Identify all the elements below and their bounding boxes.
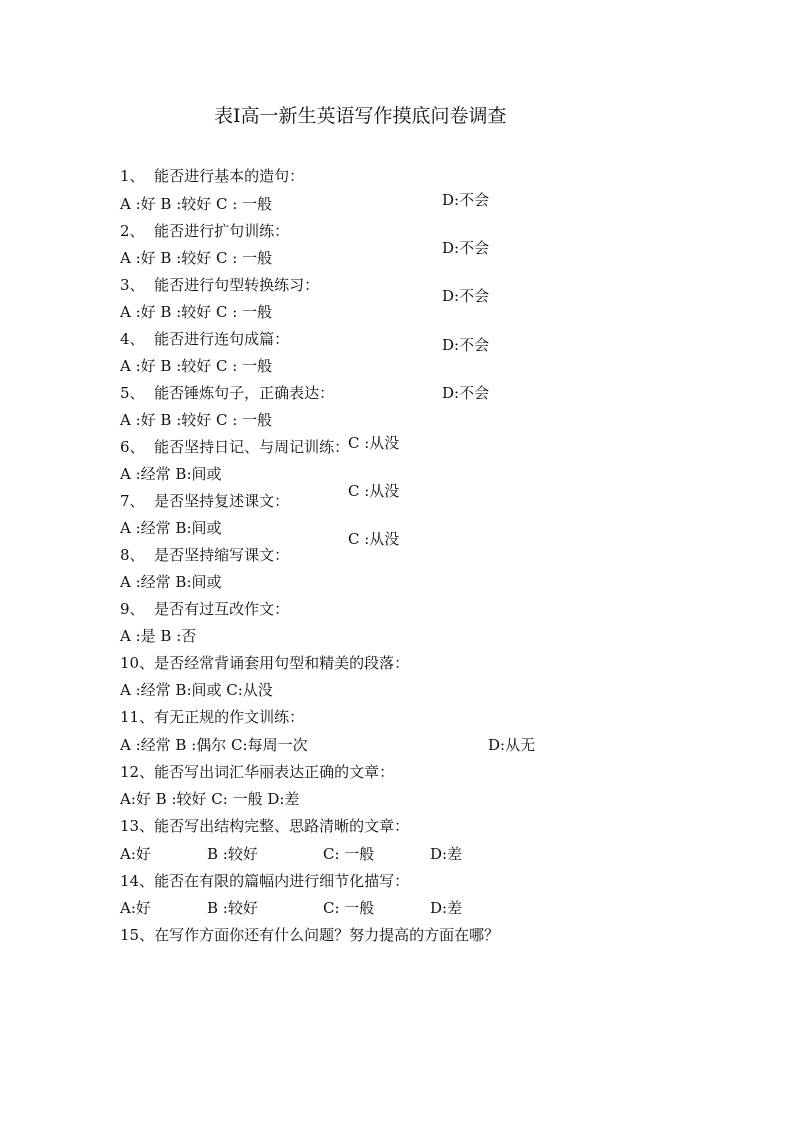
question-12-text: 12、能否写出词汇华丽表达正确的文章：: [120, 763, 395, 781]
question-13-text: 13、能否写出结构完整、思路清晰的文章：: [120, 817, 410, 835]
question-7-text: 7、 是否坚持复述课文：: [120, 492, 290, 510]
question-4-options: A :好 B :较好 C : 一般: [120, 357, 273, 375]
question-7-option-c: C :从没: [348, 482, 400, 500]
question-14-option-a: A:好: [120, 899, 151, 917]
question-13-option-d: D:差: [430, 845, 463, 863]
question-1-options: A :好 B :较好 C : 一般: [120, 195, 273, 213]
question-6-text: 6、 能否坚持日记、与周记训练：: [120, 438, 350, 456]
question-5-option-d: D:不会: [442, 384, 490, 402]
question-5-text: 5、 能否锤炼句子，正确表达：: [120, 384, 335, 402]
question-14-option-c: C: 一般: [323, 899, 375, 917]
question-2-option-d: D:不会: [442, 239, 490, 257]
question-8-text: 8、 是否坚持缩写课文：: [120, 546, 290, 564]
question-13-option-a: A:好: [120, 845, 151, 863]
question-8-options: A :经常 B:间或: [120, 573, 222, 591]
question-4-option-d: D:不会: [442, 336, 490, 354]
question-15-text: 15、在写作方面你还有什么问题？努力提高的方面在哪？: [120, 926, 500, 944]
question-11-options: A :经常 B :偶尔 C:每周一次: [120, 736, 308, 754]
question-6-options: A :经常 B:间或: [120, 465, 222, 483]
question-5-options: A :好 B :较好 C : 一般: [120, 411, 273, 429]
question-1-option-d: D:不会: [442, 191, 490, 209]
question-10-options: A :经常 B:间或 C:从没: [120, 681, 273, 699]
page-title: 表I高一新生英语写作摸底问卷调查: [214, 105, 507, 127]
question-12-options: A:好 B :较好 C: 一般 D:差: [120, 790, 300, 808]
question-9-text: 9、 是否有过互改作文：: [120, 600, 290, 618]
question-6-option-c: C :从没: [348, 434, 400, 452]
question-3-text: 3、 能否进行句型转换练习：: [120, 276, 320, 294]
question-3-options: A :好 B :较好 C : 一般: [120, 303, 273, 321]
question-11-text: 11、有无正规的作文训练：: [120, 708, 305, 726]
question-7-options: A :经常 B:间或: [120, 519, 222, 537]
question-9-options: A :是 B :否: [120, 627, 197, 645]
question-3-option-d: D:不会: [442, 287, 490, 305]
question-2-text: 2、 能否进行扩句训练：: [120, 222, 290, 240]
question-14-text: 14、能否在有限的篇幅内进行细节化描写：: [120, 872, 410, 890]
question-2-options: A :好 B :较好 C : 一般: [120, 249, 273, 267]
question-13-option-c: C: 一般: [323, 845, 375, 863]
question-1-text: 1、 能否进行基本的造句：: [120, 167, 305, 185]
question-4-text: 4、 能否进行连句成篇：: [120, 330, 290, 348]
question-10-text: 10、是否经常背诵套用句型和精美的段落：: [120, 654, 410, 672]
question-11-option-d: D:从无: [488, 736, 536, 754]
question-14-option-b: B :较好: [207, 899, 258, 917]
question-8-option-c: C :从没: [348, 530, 400, 548]
question-13-option-b: B :较好: [207, 845, 258, 863]
question-14-option-d: D:差: [430, 899, 463, 917]
